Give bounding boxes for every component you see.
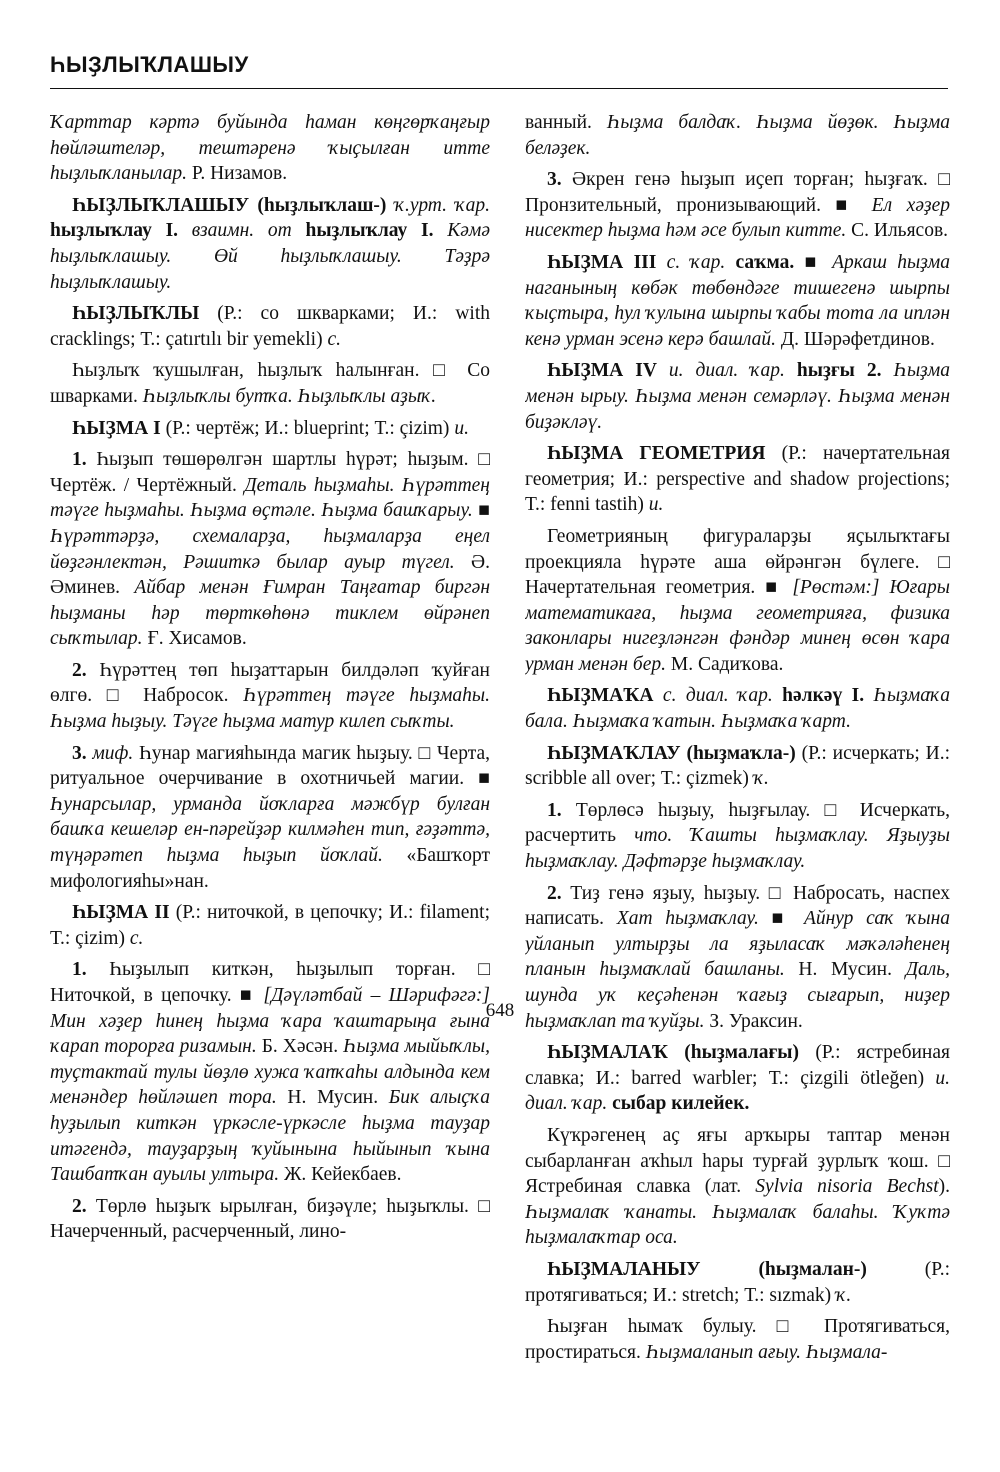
entry-text: (Р.: ниточкой, в цепочку; И.: filament; Т.: çizim) <box>50 902 490 949</box>
entry-text: З. Ураксин. <box>704 1010 803 1032</box>
entry-text: взаимн. от <box>178 220 306 242</box>
entry-text: Д. Шәрәфетдинов. <box>775 328 935 350</box>
entry-text: и. диал. ҡар. <box>656 360 797 382</box>
entry-text: Һыҙған һымаҡ булыу. □ Протягиваться, простираться. <box>525 1316 950 1363</box>
entry-text: [Дәүләтбай – Шәрифәгә:] Мин хәҙер һинең һыҙма ҡара ҡаштарыңа ғына ҡарап торорға ризамын. <box>50 985 490 1058</box>
entry-text: Күҡрәгенең аҫ яғы арҡыры таптар менән сыбарланған аҡһыл һары турғай ҙурлыҡ ҡош. □ Ястребиная славка (лат. <box>525 1124 950 1198</box>
entry-text: Айбар менән Ғимран Таңғатар биргән һыҙманы һәр төрткөһөнә тиклем өйрәнеп сыҡтылар. <box>50 577 490 650</box>
headword: ҺЫҘМАҠЛАУ (һыҙмаҡла-) <box>547 742 796 764</box>
entry-text: Айнур саҡ ҡына уйланып ултырҙы ла яҙыласаҡ мәҡәләһенең планын һыҙмаҡлай башланы. <box>525 908 950 981</box>
entry-text: Даль, шунда уҡ кеҫәһенән ҡағыҙ сығарып, ниҙер һыҙмаҡлап та ҡуйҙы. <box>525 959 950 1032</box>
entry-text: Һунарсылар, урманда йоҡларға мәжбүр булған башҡа кешеләр ен-пәрейҙәр килмәһен тип, ғәҙәттә, түңәрәтеп һыҙма һыҙып йоҡлай. <box>50 793 490 867</box>
dictionary-paragraph <box>525 1257 950 1308</box>
running-head: ҺЫҘЛЫҠЛАШЫУ <box>50 52 249 77</box>
dictionary-paragraph <box>525 167 950 244</box>
entry-text: Төрлөсә һыҙыу, һыҙғылау. □ Исчеркать, расчертить <box>525 799 950 847</box>
entry-text: Н. Мусин. <box>276 1087 389 1109</box>
entry-text: Р. Низамов. <box>187 163 288 185</box>
entry-text: сыбар килейек. <box>612 1093 750 1115</box>
entry-text: ҡ. <box>836 1284 852 1306</box>
entry-text: ■ <box>472 500 490 522</box>
dictionary-paragraph <box>525 358 950 435</box>
entry-text: 1. <box>72 959 87 981</box>
entry-text: Ҡарттар кәртә буйында һаман көңгөрҡаңғыр һөйләштеләр, тештәренә ҡыҫылған итте һыҙлыҡланылар. <box>50 112 490 185</box>
dictionary-paragraph <box>525 1123 950 1251</box>
headword: ҺЫҘМАЛАҠ (һыҙмалағы) <box>547 1042 800 1064</box>
entry-text: Һыҙмаҡа бала. Һыҙмаҡа ҡатын. Һыҙмаҡа ҡарт. <box>525 685 950 733</box>
entry-text: ■ <box>794 251 833 273</box>
entry-text: Ел хәҙер нисектер һыҙма һәм әсе булып китте. <box>525 194 950 242</box>
entry-text: Һунар магияһында магик һыҙыу. □ Черта, ритуальное очерчивание в охотничьей магии. ■ <box>50 742 490 790</box>
entry-text: Һүрәттәрҙә, схемаларҙа, һыҙмаларҙа еңел йөҙгәнлектән, Рәшиткә былар ауыр түгел. <box>50 525 490 573</box>
entry-text: (Р.: со шкварками; И.: with cracklings; Т.: çatırtılı bir yemekli) <box>50 303 490 350</box>
entry-text: Һыҙылып киткән, һыҙылып торған. □ Ниточкой, в цепочку. ■ <box>50 959 490 1006</box>
entry-text: һыҙлыҡлау I. <box>50 220 179 242</box>
entry-text: Әкрен генә һыҙып иҫеп торған; һыҙғаҡ. □ Пронзительный, пронизывающий. ■ <box>525 169 950 216</box>
entry-text: (Р.: ястребиная славка; И.: barred warbler; Т.: çizgili ötleğen) <box>525 1042 950 1089</box>
entry-text: Аркаш һыҙма наганының көбәк төбөндәге тишегенә шырпы ҡыҫтыра, һул ҡулына шырпы ҡабы тота ла иплән кенә урман эсенә керә башлай. <box>525 251 950 350</box>
entry-text: Н. Мусин. <box>784 959 906 981</box>
entry-text: Ә. Әминев. <box>50 551 490 599</box>
entry-text: ҡ. <box>753 768 769 790</box>
entry-text: һыҙлыҡлау I. <box>305 220 434 242</box>
entry-text: 3. <box>547 169 562 191</box>
dictionary-paragraph <box>50 193 490 295</box>
dictionary-paragraph <box>525 741 950 792</box>
dictionary-paragraph <box>525 1040 950 1117</box>
entry-text: ҡ.урт. ҡар. <box>386 194 490 216</box>
entry-text: 2. <box>72 1195 87 1217</box>
dictionary-paragraph <box>50 900 490 951</box>
entry-text: 2. <box>72 659 87 681</box>
entry-text: Ж. Кейекбаев. <box>279 1164 402 1186</box>
entry-text: Төрлө һыҙыҡ ырылған, биҙәүле; һыҙыҡлы. □ Начерченный, расчерченный, лино- <box>50 1195 490 1243</box>
dictionary-paragraph <box>525 683 950 734</box>
entry-text: (Р.: начертательная геометрия; И.: perspective and shadow projections; Т.: fenni tastih) <box>525 443 950 516</box>
entry-text: Sylvia nisoria Bechst <box>755 1176 939 1198</box>
dictionary-paragraph <box>525 524 950 678</box>
dictionary-paragraph <box>50 741 490 895</box>
dictionary-paragraph <box>50 358 490 409</box>
entry-text: Тиҙ генә яҙыу, һыҙыу. □ Набросать, наспех написать. <box>525 882 950 930</box>
headword: ҺЫҘМАЛАНЫУ (һыҙмалан-) <box>547 1258 867 1280</box>
entry-text: ■ <box>758 908 804 930</box>
dictionary-paragraph <box>50 447 490 652</box>
entry-text: Геометрияның фигураларҙы яҫылыҡтағы проекцияла һүрәте аша өйрәнгән бүлеге. □ Начертательная геометрия. ■ <box>525 525 950 599</box>
page-number: 648 <box>485 1000 515 1021</box>
dictionary-paragraph <box>525 798 950 875</box>
headword: ҺЫҘЛЫҠЛАШЫУ (һыҙлыҡлаш-) <box>72 194 387 216</box>
dictionary-paragraph <box>525 110 950 161</box>
entry-text: С. Ильясов. <box>846 220 949 242</box>
headword: ҺЫҘМА I <box>72 417 161 439</box>
entry-text: 3. <box>72 742 87 764</box>
left-column <box>50 110 490 1400</box>
entry-text: Һүрәттең тәүге һыҙмаһы. Һыҙма һыҙыу. Тәүге һыҙма матур килеп сыҡты. <box>50 685 490 733</box>
entry-text: Һыҙма мыйыҡлы, туҫтактай тулы йөҙлө хужа ҡапҡаһы алдында кем менәндер һөйләшеп тора. <box>50 1036 490 1109</box>
entry-text: [Рөстәм:] Юғары математикаға, һыҙма геометрияға, физика законлары нигеҙләнгән фәндәр минең өсөн ҡара урман менән бер. <box>525 577 950 675</box>
entry-text: и. диал. ҡар. <box>525 1067 950 1115</box>
entry-text: Б. Хәсән. <box>256 1036 344 1058</box>
entry-text: Һыҙып төшөрөлгән шартлы һүрәт; һыҙым. □ Чертёж. / Чертёжный. <box>50 449 490 496</box>
dictionary-paragraph <box>50 416 490 442</box>
entry-text: (Р.: протягиваться; И.: stretch; Т.: sızmak) <box>525 1258 950 1306</box>
dictionary-paragraph <box>50 301 490 352</box>
entry-text: һәлкәү I. <box>782 685 865 707</box>
dictionary-paragraph <box>525 1314 950 1365</box>
dictionary-paragraph <box>50 957 490 1187</box>
entry-text: Һыҙма балдаҡ. Һыҙма йөҙөк. Һыҙма беләҙек. <box>525 112 950 159</box>
entry-text: (Р.: чертёж; И.: blueprint; Т.: çizim) <box>160 417 455 439</box>
entry-text: 1. <box>72 449 87 471</box>
headword: ҺЫҘМАҠА <box>547 685 654 707</box>
entry-text: М. Садиҡова. <box>666 653 784 675</box>
entry-text: 2. <box>547 882 562 904</box>
entry-text: Һыҙма менән ырыу. Һыҙма менән семәрләү. Һыҙма менән биҙәкләү. <box>525 360 950 433</box>
entry-text: саҡма. <box>735 251 795 273</box>
entry-text: с. диал. ҡар. <box>653 685 783 707</box>
entry-text: Хат һыҙмаҡлау. <box>616 908 759 930</box>
entry-text: һыҙғы 2. <box>796 360 882 382</box>
entry-text: 1. <box>547 799 562 821</box>
headword: ҺЫҘМА II <box>72 902 170 924</box>
entry-text: что. Ҡашты һыҙмаҡлау. Яҙыуҙы һыҙмаҡлау. Дәфтәрҙе һыҙмаҡлау. <box>525 825 950 873</box>
entry-text: Деталь һыҙмаһы. Һүрәттең тәүге һыҙмаһы. Һыҙма өҫтәле. Һыҙма башҡарыу. <box>50 474 490 522</box>
headword: ҺЫҘМА III <box>547 251 657 273</box>
dictionary-paragraph <box>50 658 490 735</box>
dictionary-paragraph <box>50 1194 490 1245</box>
right-column <box>525 110 950 1400</box>
entry-text: ванный. <box>525 112 607 133</box>
entry-text: Бик алыҫҡа һуҙылып киткән үркәсле-үркәсле һыҙма тауҙар итәгендә, тауҙарҙың ҡуйынына һыйынып ҡына Ташбатҡан ауылы ултыра. <box>50 1087 490 1186</box>
headword: ҺЫҘМА IV <box>547 360 657 382</box>
entry-text: Кәмә һыҙлыҡлашыу. Өй һыҙлыҡлашыу. Тәҙрә һыҙлыҡлашыу. <box>50 220 490 293</box>
header-rule <box>50 88 948 89</box>
headword: ҺЫҘЛЫҠЛЫ <box>72 303 200 325</box>
entry-text: Һыҙлыҡ ҡушылған, һыҙлыҡ һалынған. □ Со шварками. <box>50 360 490 407</box>
entry-text: Һыҙмаланып ағыу. Һыҙмала- <box>645 1341 888 1363</box>
entry-text: Һыҙмалаҡ ҡанаты. Һыҙмалаҡ балаһы. Ҡуҡтә һыҙмалаҡтар оса. <box>525 1201 950 1249</box>
entry-text: Һүрәттең төп һыҙаттарын билдәләп ҡуйған өлгө. □ Набросок. <box>50 659 490 707</box>
entry-text: (Р.: исчеркать; И.: scribble all over; Т.: çizmek) <box>525 742 950 790</box>
dictionary-paragraph <box>525 441 950 518</box>
entry-text: с. ҡар. <box>656 251 736 273</box>
entry-text: «Башҡорт мифологияһы»нан. <box>50 845 490 892</box>
entry-text: с. <box>327 328 341 350</box>
entry-text: Һыҙлыҡлы бутҡа. Һыҙлыҡлы аҙыҡ. <box>142 385 437 407</box>
entry-text: миф. <box>86 742 134 764</box>
entry-text: с. <box>129 927 144 949</box>
headword: ҺЫҘМА ГЕОМЕТРИЯ <box>547 443 766 465</box>
entry-text: Ғ. Хисамов. <box>142 628 247 650</box>
entry-text: и. <box>454 417 469 439</box>
entry-text: ). <box>938 1176 950 1198</box>
entry-text: и. <box>648 494 664 516</box>
dictionary-paragraph <box>50 110 490 187</box>
dictionary-paragraph <box>525 250 950 352</box>
